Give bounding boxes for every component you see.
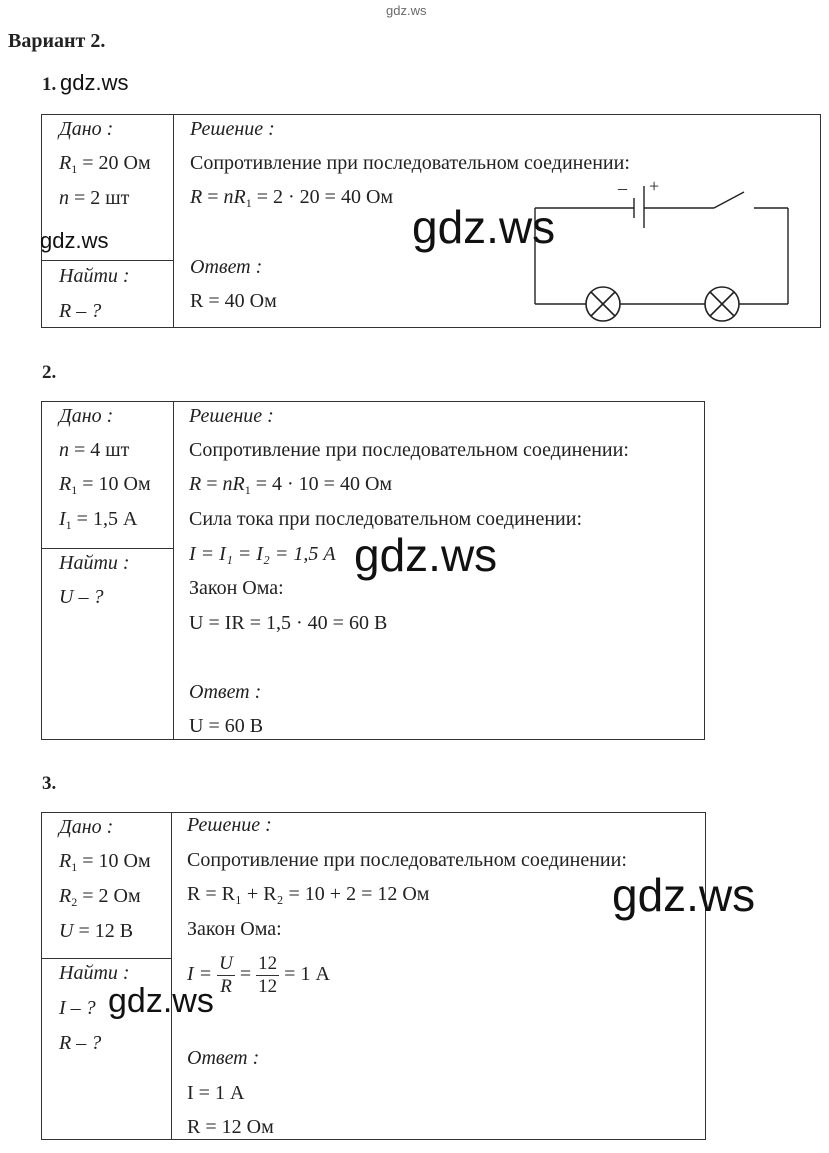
given-n: n = 2 шт [59, 187, 130, 209]
watermark-inline: gdz.ws [60, 70, 129, 95]
find-header: Найти : [59, 552, 130, 574]
solution-text-1: Сопротивление при последовательном соединении: [187, 849, 627, 871]
answer-header: Ответ : [187, 1047, 260, 1069]
answer-value-i: I = 1 А [187, 1082, 245, 1104]
given-u: U = 12 В [59, 920, 134, 942]
solution-text-1: Сопротивление при последовательном соединении: [190, 152, 630, 174]
table-divider [171, 813, 172, 1139]
given-header: Дано : [59, 816, 114, 838]
solution-formula-1: $R = nR_1 = 2 \cdot 20 = 40$ Ом [190, 186, 394, 210]
problem-1-number: 1. [42, 74, 57, 95]
given-r1: $R_1 = 20$ Ом [59, 152, 151, 176]
given-header: Дано : [59, 405, 114, 427]
solution-formula-3: U = IR = 1,5 · 40 = 60 В [189, 612, 388, 634]
find-header: Найти : [59, 265, 130, 287]
answer-value-r: R = 12 Ом [187, 1116, 274, 1138]
answer-header: Ответ : [190, 256, 263, 278]
answer-value: R = 40 Ом [190, 290, 277, 312]
top-watermark: gdz.ws [386, 3, 427, 18]
given-r2: $R_2 = 2$ Ом [59, 885, 141, 909]
solution-header: Решение : [187, 814, 272, 836]
find-header: Найти : [59, 962, 130, 984]
given-find-divider [42, 260, 173, 261]
fraction-u-over-r: $\frac{U}{R}$ [219, 953, 233, 997]
find-r: R – ? [59, 1032, 102, 1054]
table-divider [173, 115, 174, 327]
solution-text-2: Сила тока при последовательном соединении: [189, 508, 583, 530]
find-u: U – ? [59, 586, 104, 608]
watermark-inline: gdz.ws [40, 228, 109, 253]
given-r1: $R_1 = 10$ Ом [59, 850, 151, 874]
solution-formula-2: I = $\frac{U}{R}$ = $\frac{12}{12}$ = 1 А [187, 953, 330, 997]
solution-formula-1: R = R₁ + R₂ = 10 + 2 = 12 Ом [187, 883, 430, 905]
answer-header: Ответ : [189, 681, 262, 703]
watermark-inline: gdz.ws [108, 982, 214, 1020]
watermark-large: gdz.ws [612, 869, 756, 921]
lamp-icon [586, 287, 620, 321]
given-find-divider [42, 548, 173, 549]
problem-3-number: 3. [42, 773, 57, 794]
answer-value: U = 60 В [189, 715, 264, 737]
find-i: I – ? [59, 997, 96, 1019]
given-i1: $I_1 = 1,5$ А [59, 508, 138, 532]
table-divider [173, 402, 174, 739]
battery-plus-label: + [649, 176, 660, 196]
find-r: R – ? [59, 300, 102, 322]
given-n: n = 4 шт [59, 439, 130, 461]
solution-header: Решение : [190, 118, 275, 140]
watermark-large: gdz.ws [412, 201, 556, 253]
lamp-icon [705, 287, 739, 321]
given-find-divider [42, 958, 171, 959]
solution-formula-2: I = I₁ = I₂ = 1,5 А [189, 543, 336, 565]
solution-header: Решение : [189, 405, 274, 427]
solution-formula-1: $R = nR_1 = 4 \cdot 10 = 40$ Ом [189, 473, 393, 497]
fraction-12-over-12: $\frac{12}{12}$ [258, 953, 278, 997]
circuit-diagram [530, 172, 795, 324]
watermark-large: gdz.ws [354, 529, 498, 581]
solution-text-3: Закон Ома: [189, 577, 284, 599]
problem-3-table [41, 812, 706, 1140]
given-header: Дано : [59, 118, 114, 140]
solution-text-2: Закон Ома: [187, 918, 282, 940]
solution-text-1: Сопротивление при последовательном соединении: [189, 439, 629, 461]
battery-minus-label: – [618, 178, 627, 198]
variant-title: Вариант 2. [8, 30, 106, 52]
given-r1: $R_1 = 10$ Ом [59, 473, 151, 497]
problem-2-number: 2. [42, 362, 57, 383]
